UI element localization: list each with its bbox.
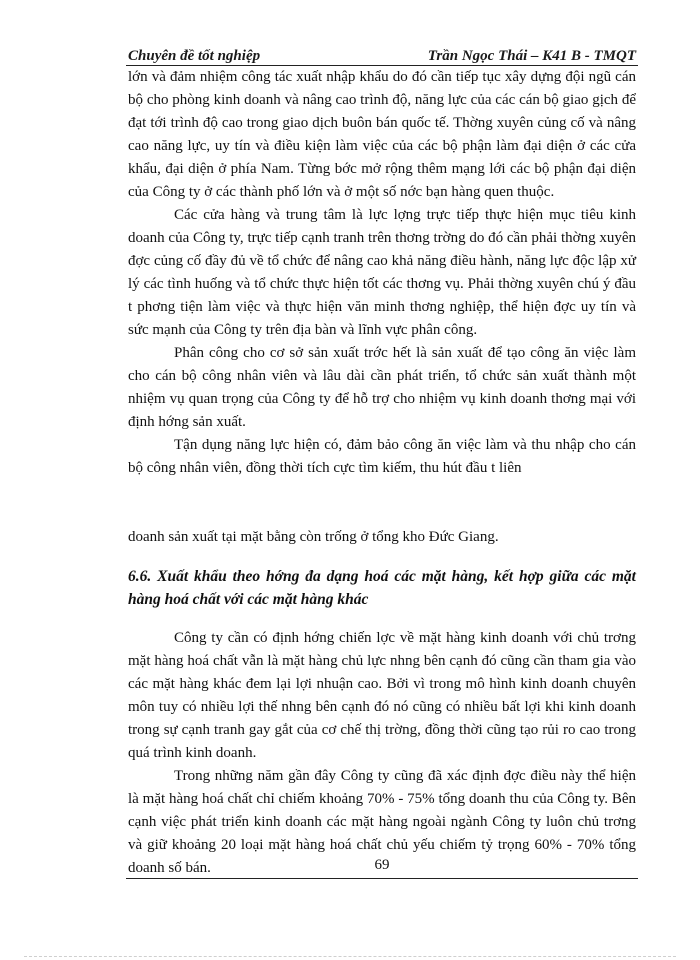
footer-divider — [126, 878, 638, 879]
paragraph: Trong những năm gần đây Công ty cũng đã xác định đợc điều này thể hiện là mặt hàng hoá chất chỉ chiếm khoảng 70% - 75% tổng doanh thu của Công ty. Bên cạnh việc phát triển kinh doanh các mặt hàng ngoài ngành Công ty luôn chủ trơng và giữ khoảng 20 loại mặt hàng hoá chất chủ yếu chiếm tỷ trọng 60% - 70% tổng doanh số bán. — [128, 768, 636, 876]
paragraph: lớn và đảm nhiệm công tác xuất nhập khẩu do đó cần tiếp tục xây dựng đội ngũ cán bộ cho phòng kinh doanh và nâng cao trình độ, năng lực của các cán bộ giao gịch để đạt tới trình độ cao trong giao dịch buôn bán quốc tế. Thờng xuyên củng cố và nâng cao năng lực, uy tín và điều kiện làm việc của các bộ phận làm đại diện ở các cửa khẩu, đại diện ở phía Nam. Từng bớc mở rộng thêm mạng lới các bộ phận đại diện của Công ty ở các thành phố lớn và ở một số nớc bạn hàng quen thuộc. — [128, 69, 636, 200]
body-text — [128, 66, 636, 880]
paragraph: Tận dụng năng lực hiện có, đảm bảo công ăn việc làm và thu nhập cho cán bộ công nhân viên, đồng thời tích cực tìm kiếm, thu hút đầu t liên — [128, 437, 636, 476]
paragraph: Các cửa hàng và trung tâm là lực lợng trực tiếp thực hiện mục tiêu kinh doanh của Công ty, trực tiếp cạnh tranh trên thơng trờng do đó cần phải thờng xuyên đợc củng cố đầy đủ về tổ chức để nâng cao khả năng điều hành, năng lực độc lập xử lý các tình huống và tổ chức thực hiện tốt các thơng vụ. Phải thờng xuyên chú ý đầu t phơng tiện làm việc và thực hiện văn minh thơng nghiệp, thể hiện đợc uy tín và sức mạnh của Công ty trên địa bàn và lĩnh vực phân công. — [128, 207, 636, 338]
paragraph: doanh sản xuất tại mặt bằng còn trống ở tổng kho Đức Giang. — [128, 529, 499, 545]
paragraph: Công ty cần có định hớng chiến lợc về mặt hàng kinh doanh với chủ trơng mặt hàng hoá chất vẫn là mặt hàng chủ lực nhng bên cạnh đó cũng cần tham gia vào các mặt hàng khác đem lại lợi nhuận cao. Bởi vì trong mô hình kinh doanh chuyên môn tuy có nhiều lợi thế nhng bên cạnh đó nó cũng có nhiều bất lợi khi kinh doanh trong sự cạnh tranh gay gắt của cơ chế thị trờng, đồng thời cũng tạo rủi ro cao trong quá trình kinh doanh. — [128, 630, 636, 761]
header-author: Trần Ngọc Thái – K41 B - TMQT — [427, 48, 636, 64]
header-thesis-title: Chuyên đề tốt nghiệp — [128, 48, 261, 64]
section-heading: 6.6. Xuất khẩu theo hớng đa dạng hoá các mặt hàng, kết hợp giữa các mặt hàng hoá chất với các mặt hàng khác — [128, 568, 636, 608]
paragraph: Phân công cho cơ sở sản xuất trớc hết là sản xuất để tạo công ăn việc làm cho cán bộ công nhân viên và lâu dài cần phát triển, tổ chức sản xuất thành một nhiệm vụ quan trọng của Công ty để hỗ trợ cho nhiệm vụ kinh doanh thơng mại với định hớng sản xuất. — [128, 345, 636, 430]
page-number: 69 — [374, 857, 390, 873]
page-break-line — [24, 956, 676, 957]
